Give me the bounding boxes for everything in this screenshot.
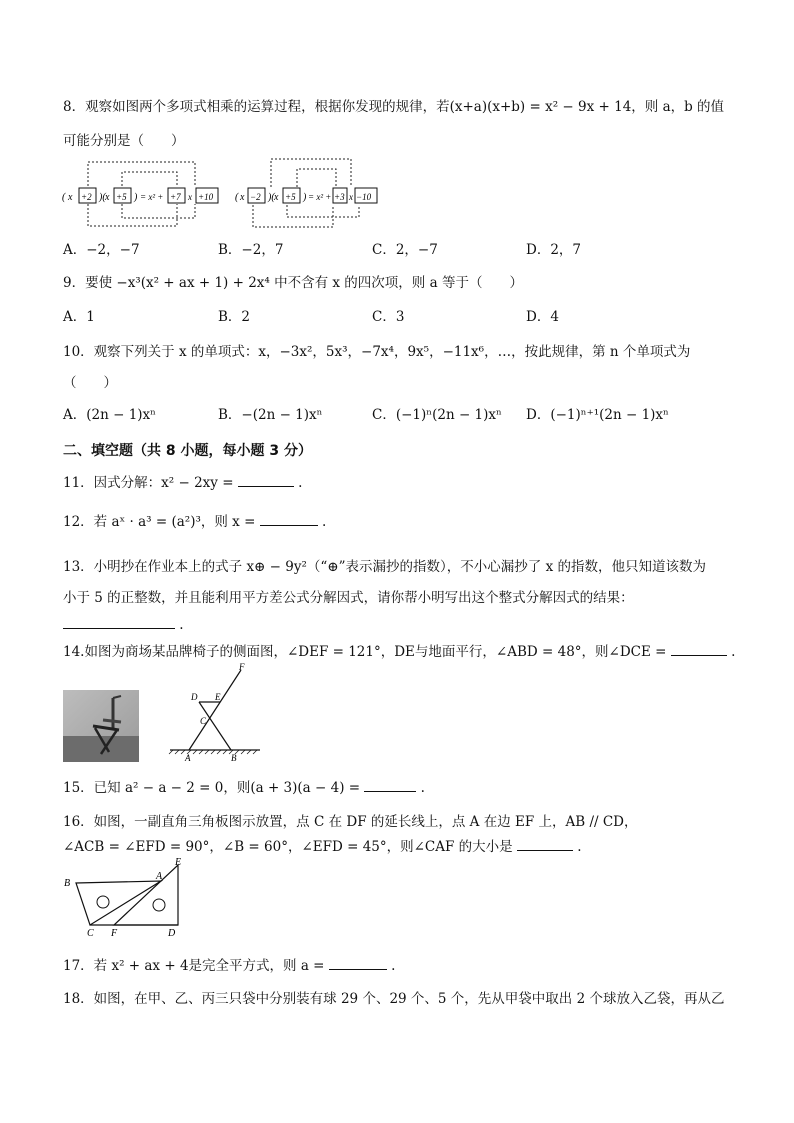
q14-label-b: B [231,753,237,763]
q11 [63,472,302,493]
q16-stem-line1: 16．如图，一副直角三角板图示放置，点 C 在 DF 的延长线上，点 A 在边 EF 上，AB // CD， [63,814,638,830]
q8-fig2-box2: +5 [285,192,296,202]
q16-label-a: A [156,871,163,882]
chair-diagram [165,660,265,765]
q16-label-c: C [87,928,94,937]
q8-fig1-x2: x [105,192,110,203]
q8-fig1-eq: = x² + [140,192,164,202]
triangle-boards-diagram [60,855,200,937]
q10-option-d[interactable]: D．(−1)ⁿ⁺¹(2n − 1)xⁿ [526,407,669,423]
q8-figure-2 [233,155,383,230]
section-heading-fill-blank: 二、填空题（共 8 小题，每小题 3 分） [63,443,312,459]
q10-option-c[interactable]: C．(−1)ⁿ(2n − 1)xⁿ [372,407,502,423]
q14-text: 14.如图为商场某品牌椅子的侧面图，∠DEF = 121°，DE与地面平行，∠ABD = 48°，则∠DCE = [63,644,667,660]
q14-label-c: C [200,716,207,726]
q16-answer-blank[interactable] [517,836,573,851]
svg-text:x: x [188,192,192,202]
q9-option-a[interactable]: A．1 [63,309,95,325]
q15-text: 15．已知 a² − a − 2 = 0，则(a + 3)(a − 4) = [63,780,361,796]
q12-answer-blank[interactable] [260,511,318,526]
q8-fig1-box4: +10 [198,192,214,202]
q14-label-f: F [239,662,245,672]
svg-text:)(: )( [268,192,275,203]
q17-answer-blank[interactable] [329,955,387,970]
q14-answer-blank[interactable] [671,641,727,656]
q10-option-a[interactable]: A．(2n − 1)xⁿ [63,407,157,423]
q15-end: . [420,780,425,796]
svg-text:)(: )( [99,192,106,203]
q8-fig2-box3: +3 [334,192,345,202]
q8-option-d[interactable]: D．2，7 [526,242,582,258]
q13-stem-line2: 小于 5 的正整数，并且能利用平方差公式分解因式，请你帮小明写出这个整式分解因式的结果： [63,590,634,606]
q11-answer-blank[interactable] [238,472,294,487]
q8-stem-line2: 可能分别是（ ） [63,133,185,149]
q17 [63,955,395,976]
q16-label-b: B [64,878,71,889]
q18-stem-line1: 18．如图，在甲、乙、丙三只袋中分别装有球 29 个、29 个、5 个，先从甲袋中取出 2 个球放入乙袋，再从乙 [63,991,725,1007]
q10-stem-line2: （ ） [63,375,117,391]
q10-stem-line1: 10．观察下列关于 x 的单项式：x，−3x²，5x³，−7x⁴，9x⁵，−11x⁶，…，按此规律，第 n 个单项式为 [63,344,691,360]
q13-stem-line1: 13．小明抄在作业本上的式子 x⊕ − 9y²（“⊕”表示漏抄的指数），不小心漏抄了 x 的指数，他只知道该数为 [63,559,706,575]
q8-option-b[interactable]: B．−2，7 [218,242,284,258]
q16-stem-line2 [63,836,582,857]
q12-text: 12．若 aˣ · a³ = (a²)³，则 x = [63,514,256,530]
q13-end: . [179,617,184,633]
q12-end: . [321,514,327,530]
q14-end: . [731,644,736,660]
svg-text:x: x [349,192,353,202]
q8-fig2-x: x [240,192,245,203]
q14-label-e: E [215,692,221,702]
q9-option-b[interactable]: B．2 [218,309,251,325]
chair-photo [63,690,139,762]
q8-fig2-box1: −2 [250,192,261,202]
q11-text: 11．因式分解：x² − 2xy = [63,475,234,491]
q9-option-d[interactable]: D．4 [526,309,559,325]
q12 [63,511,326,532]
q8-fig2-x2: x [274,192,279,203]
q16-label-f: F [111,928,118,937]
q16-label-d: D [168,928,176,937]
svg-text:(: ( [62,192,66,203]
q8-fig1-box2: +5 [116,192,127,202]
q8-option-c[interactable]: C．2，−7 [372,242,438,258]
q16-label-e: E [175,857,182,868]
q15-answer-blank[interactable] [364,777,416,792]
q11-end: . [298,475,303,491]
svg-text:): ) [134,192,138,203]
q14-label-d: D [191,692,198,702]
q10-option-b[interactable]: B．−(2n − 1)xⁿ [218,407,323,423]
q8-fig1-box1: +2 [81,192,92,202]
q16-text: ∠ACB = ∠EFD = 90°，∠B = 60°，∠EFD = 45°，则∠CAF 的大小是 [63,839,513,855]
q8-fig2-box4: −10 [356,192,372,202]
q8-fig1-box3: +7 [170,192,181,202]
q8-option-a[interactable]: A．−2，−7 [63,242,140,258]
svg-text:): ) [303,192,307,203]
q8-figure-1 [60,158,220,230]
q13-answer-blank[interactable] [63,614,175,629]
q8-fig2-eq: = x² + [308,192,332,202]
q15 [63,777,425,798]
q17-text: 17．若 x² + ax + 4是完全平方式，则 a = [63,958,325,974]
q14-label-a: A [185,753,191,763]
q13-answer [63,614,184,635]
q16-end: . [577,839,582,855]
q14 [63,641,735,662]
q8-stem-line1: 8．观察如图两个多项式相乘的运算过程，根据你发现的规律，若(x+a)(x+b) = x² − 9x + 14，则 a，b 的值 [63,99,725,115]
q8-fig1-x: x [68,192,73,203]
q17-end: . [391,958,396,974]
q9-stem: 9．要使 −x³(x² + ax + 1) + 2x⁴ 中不含有 x 的四次项，则 a 等于（ ） [63,275,523,291]
q9-option-c[interactable]: C．3 [372,309,405,325]
svg-text:(: ( [235,192,239,203]
